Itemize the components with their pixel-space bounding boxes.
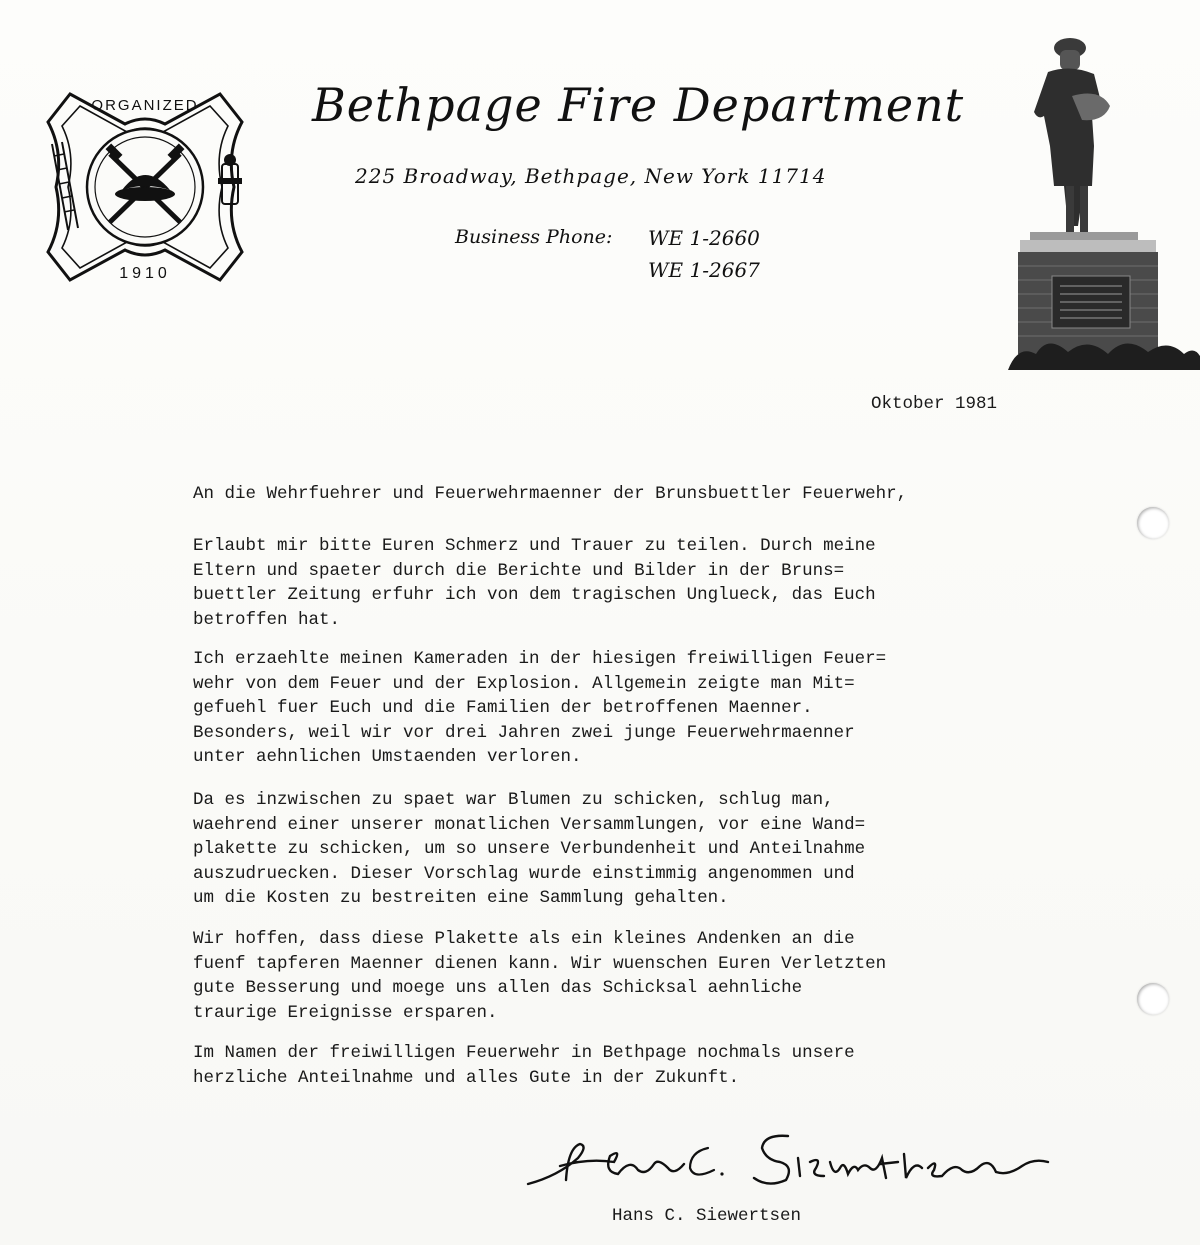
letter-paragraph-1: Erlaubt mir bitte Euren Schmerz und Trauer zu teilen. Durch meine Eltern und spaeter durch die Berichte und Bilder in der Bruns= buettler Zeitung erfuhr ich von dem tragischen Unglueck, das Euch betroffen hat. — [193, 536, 876, 630]
maltese-cross-emblem — [30, 82, 260, 292]
firefighter-statue-image — [1008, 36, 1200, 370]
punch-hole — [1137, 983, 1169, 1015]
letter-paragraph-3: Da es inzwischen zu spaet war Blumen zu schicken, schlug man, waehrend einer unserer monatlichen Versammlungen, vor eine Wand= plakette zu schicken, um so unsere Verbundenheit und Anteilnahme auszudruecken. Dieser Vorschlag wurde einstimmig angenommen und um die Kosten zu bestreiten eine Sammlung gehalten. — [193, 790, 866, 908]
department-address: 225 Broadway, Bethpage, New York 11714 — [355, 164, 827, 188]
letter-paragraph-5: Im Namen der freiwilligen Feuerwehr in Bethpage nochmals unsere herzliche Anteilnahme und alles Gute in der Zukunft. — [193, 1043, 855, 1088]
phone-label: Business Phone: — [455, 226, 613, 248]
phone-number-1: WE 1-2660 — [648, 226, 760, 250]
letter-paragraph-4: Wir hoffen, dass diese Plakette als ein kleines Andenken an die fuenf tapferen Maenner dienen kann. Wir wuenschen Euren Verletzten gute Besserung und moege uns allen das Schicksal aehnliche traurige Ereignisse ersparen. — [193, 929, 887, 1023]
logo-year-text: 1910 — [119, 265, 171, 282]
department-title: Bethpage Fire Department — [312, 78, 965, 132]
letter-salutation: An die Wehrfuehrer und Feuerwehrmaenner der Brunsbuettler Feuerwehr, — [193, 484, 908, 504]
phone-number-2: WE 1-2667 — [648, 258, 760, 282]
letter-date: Oktober 1981 — [871, 394, 998, 414]
letter-paragraph-2: Ich erzaehlte meinen Kameraden in der hiesigen freiwilligen Feuer= wehr von dem Feuer und der Explosion. Allgemein zeigte man Mit= gefuehl fuer Euch und die Familien der betroffenen Maenner. Besonders, weil wir vor drei Jahren zwei junge Feuerwehrmaenner unter aehnlichen Umstaenden verloren. — [193, 649, 887, 767]
handwritten-signature — [518, 1118, 1058, 1198]
fire-department-logo — [30, 82, 260, 292]
punch-hole — [1137, 507, 1169, 539]
logo-organized-text: ORGANIZED — [91, 97, 199, 114]
signer-name: Hans C. Siewertsen — [612, 1206, 802, 1226]
